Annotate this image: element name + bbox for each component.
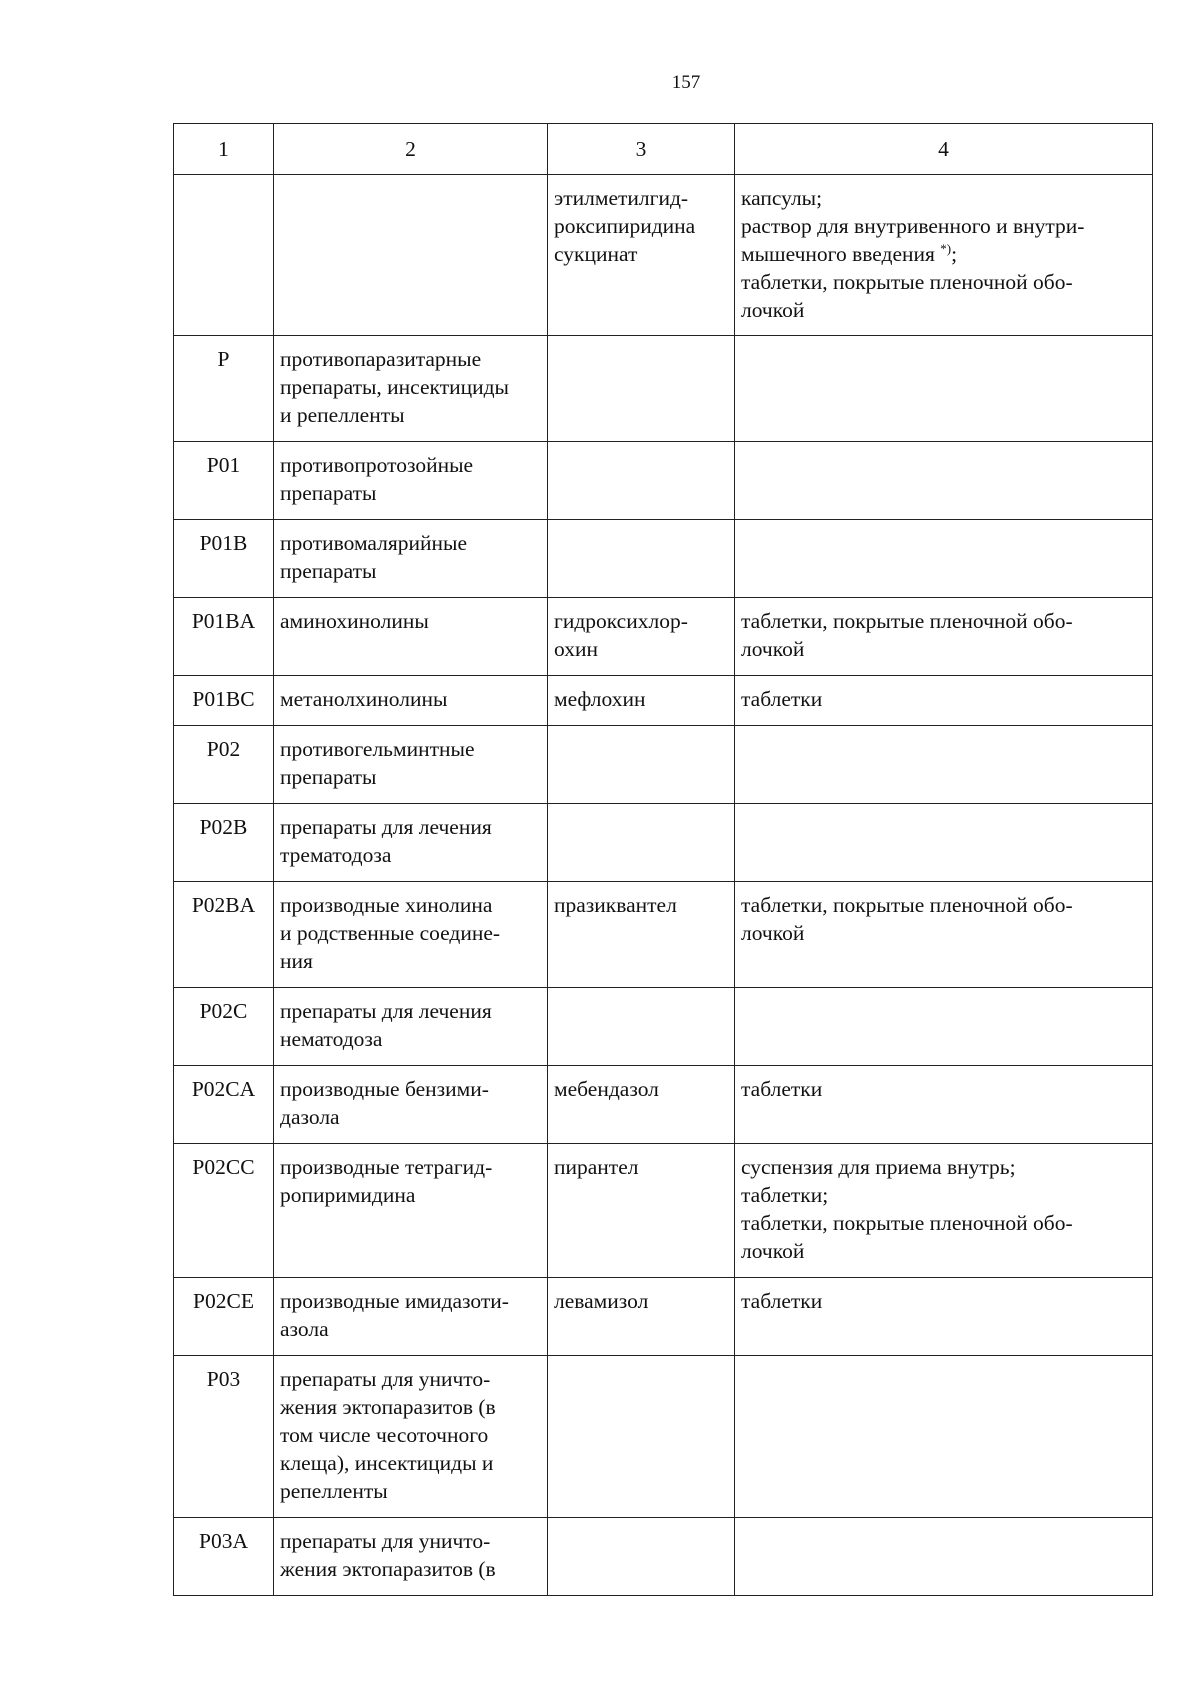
group-name-line: препараты для уничто- bbox=[280, 1529, 491, 1553]
group-name-line: репелленты bbox=[280, 1479, 388, 1503]
substance-line: охин bbox=[554, 637, 598, 661]
dosage-form-line: лочкой bbox=[741, 921, 805, 945]
atc-code-cell: P02BA bbox=[174, 882, 274, 988]
group-name-line: аминохинолины bbox=[280, 609, 429, 633]
atc-code-cell: P01BC bbox=[174, 676, 274, 726]
substance-cell bbox=[548, 1356, 735, 1518]
dosage-form-cell bbox=[735, 1518, 1153, 1596]
group-name-cell bbox=[274, 520, 548, 598]
atc-code-cell: P03 bbox=[174, 1356, 274, 1518]
table-row bbox=[174, 175, 1153, 336]
column-header-4: 4 bbox=[735, 124, 1153, 175]
substance-line: мефлохин bbox=[554, 687, 646, 711]
substance-cell bbox=[548, 520, 735, 598]
group-name-line: препараты для лечения bbox=[280, 815, 492, 839]
dosage-form-line: таблетки, покрытые пленочной обо- bbox=[741, 1211, 1073, 1235]
column-header-2: 2 bbox=[274, 124, 548, 175]
substance-cell bbox=[548, 442, 735, 520]
group-name-line: ропиримидина bbox=[280, 1183, 416, 1207]
group-name-line: противогельминтные bbox=[280, 737, 475, 761]
group-name-line: препараты bbox=[280, 765, 377, 789]
dosage-form-text: мышечного введения bbox=[741, 242, 941, 266]
group-name-cell bbox=[274, 804, 548, 882]
substance-line: роксипиридина bbox=[554, 214, 696, 238]
substance-line: этилметилгид- bbox=[554, 186, 689, 210]
table-row bbox=[174, 726, 1153, 804]
group-name-cell bbox=[274, 1144, 548, 1278]
substance-cell bbox=[548, 726, 735, 804]
group-name-cell bbox=[274, 598, 548, 676]
group-name-line: препараты, инсектициды bbox=[280, 375, 509, 399]
group-name-line: трематодоза bbox=[280, 843, 392, 867]
group-name-line: ния bbox=[280, 949, 313, 973]
group-name-cell bbox=[274, 336, 548, 442]
group-name-line: противомалярийные bbox=[280, 531, 468, 555]
group-name-line: препараты для уничто- bbox=[280, 1367, 491, 1391]
dosage-form-line: лочкой bbox=[741, 1239, 805, 1263]
substance-cell bbox=[548, 598, 735, 676]
table-row bbox=[174, 336, 1153, 442]
atc-code-cell: P02CA bbox=[174, 1066, 274, 1144]
substance-line: мебендазол bbox=[554, 1077, 659, 1101]
group-name-line: клеща), инсектициды и bbox=[280, 1451, 494, 1475]
group-name-line: противопаразитарные bbox=[280, 347, 482, 371]
dosage-form-cell bbox=[735, 1278, 1153, 1356]
substance-line: празиквантел bbox=[554, 893, 677, 917]
atc-code-cell: P02 bbox=[174, 726, 274, 804]
group-name-line: жения эктопаразитов (в bbox=[280, 1395, 496, 1419]
dosage-form-line: лочкой bbox=[741, 298, 805, 322]
group-name-line: дазола bbox=[280, 1105, 340, 1129]
group-name-cell bbox=[274, 882, 548, 988]
table-row bbox=[174, 988, 1153, 1066]
dosage-form-cell bbox=[735, 676, 1153, 726]
atc-code-cell: P02CC bbox=[174, 1144, 274, 1278]
dosage-form-cell bbox=[735, 726, 1153, 804]
dosage-form-cell bbox=[735, 336, 1153, 442]
table-row bbox=[174, 1518, 1153, 1596]
group-name-line: азола bbox=[280, 1317, 329, 1341]
atc-code-cell: P03A bbox=[174, 1518, 274, 1596]
group-name-line: производные имидазоти- bbox=[280, 1289, 509, 1313]
group-name-line: препараты для лечения bbox=[280, 999, 492, 1023]
dosage-form-cell bbox=[735, 804, 1153, 882]
dosage-form-cell bbox=[735, 175, 1153, 336]
substance-cell bbox=[548, 676, 735, 726]
group-name-line: препараты bbox=[280, 481, 377, 505]
dosage-form-punctuation: ; bbox=[951, 242, 958, 266]
group-name-cell bbox=[274, 442, 548, 520]
column-header-1: 1 bbox=[174, 124, 274, 175]
group-name-line: производные тетрагид- bbox=[280, 1155, 493, 1179]
group-name-line: производные бензими- bbox=[280, 1077, 489, 1101]
dosage-form-line: лочкой bbox=[741, 637, 805, 661]
atc-code-cell: P bbox=[174, 336, 274, 442]
table-row bbox=[174, 804, 1153, 882]
dosage-form-cell bbox=[735, 442, 1153, 520]
atc-code-cell: P01 bbox=[174, 442, 274, 520]
substance-cell bbox=[548, 336, 735, 442]
page-number: 157 bbox=[671, 72, 701, 93]
table-row bbox=[174, 882, 1153, 988]
dosage-form-cell bbox=[735, 1144, 1153, 1278]
table-header-row bbox=[174, 124, 1153, 175]
group-name-line: противопротозойные bbox=[280, 453, 474, 477]
dosage-form-line: таблетки, покрытые пленочной обо- bbox=[741, 893, 1073, 917]
substance-cell bbox=[548, 882, 735, 988]
group-name-line: нематодоза bbox=[280, 1027, 383, 1051]
dosage-form-line: таблетки bbox=[741, 687, 823, 711]
group-name-cell bbox=[274, 988, 548, 1066]
group-name-line: и репелленты bbox=[280, 403, 405, 427]
column-header-3: 3 bbox=[548, 124, 735, 175]
group-name-cell bbox=[274, 676, 548, 726]
group-name-cell bbox=[274, 726, 548, 804]
group-name-cell bbox=[274, 1066, 548, 1144]
substance-line: пирантел bbox=[554, 1155, 639, 1179]
substance-cell bbox=[548, 1518, 735, 1596]
group-name-cell bbox=[274, 1278, 548, 1356]
table-row bbox=[174, 676, 1153, 726]
atc-code-cell: P01B bbox=[174, 520, 274, 598]
table-row bbox=[174, 1356, 1153, 1518]
group-name-cell bbox=[274, 1356, 548, 1518]
group-name-line: жения эктопаразитов (в bbox=[280, 1557, 496, 1581]
group-name-line: производные хинолина bbox=[280, 893, 493, 917]
substance-cell bbox=[548, 175, 735, 336]
table-row bbox=[174, 520, 1153, 598]
table-row bbox=[174, 1066, 1153, 1144]
table-body bbox=[174, 175, 1153, 1596]
dosage-form-line: таблетки bbox=[741, 1289, 823, 1313]
atc-code-cell: P02C bbox=[174, 988, 274, 1066]
group-name-line: метанолхинолины bbox=[280, 687, 448, 711]
atc-code-cell: P01BA bbox=[174, 598, 274, 676]
dosage-form-cell bbox=[735, 1066, 1153, 1144]
drug-classification-table bbox=[173, 123, 1153, 1596]
atc-code-cell: P02B bbox=[174, 804, 274, 882]
substance-cell bbox=[548, 804, 735, 882]
table-row bbox=[174, 598, 1153, 676]
substance-cell bbox=[548, 1144, 735, 1278]
dosage-form-line: таблетки, покрытые пленочной обо- bbox=[741, 270, 1073, 294]
dosage-form-cell bbox=[735, 882, 1153, 988]
substance-cell bbox=[548, 988, 735, 1066]
table-row bbox=[174, 1278, 1153, 1356]
group-name-line: препараты bbox=[280, 559, 377, 583]
dosage-form-cell bbox=[735, 988, 1153, 1066]
atc-code-cell: P02CE bbox=[174, 1278, 274, 1356]
dosage-form-line bbox=[741, 240, 1146, 268]
atc-code-cell bbox=[174, 175, 274, 336]
group-name-cell bbox=[274, 1518, 548, 1596]
footnote-marker: *) bbox=[940, 241, 952, 256]
group-name-cell bbox=[274, 175, 548, 336]
dosage-form-line: таблетки, покрытые пленочной обо- bbox=[741, 609, 1073, 633]
dosage-form-line: суспензия для приема внутрь; bbox=[741, 1155, 1016, 1179]
substance-cell bbox=[548, 1066, 735, 1144]
table-row bbox=[174, 442, 1153, 520]
substance-line: гидроксихлор- bbox=[554, 609, 688, 633]
dosage-form-line: таблетки bbox=[741, 1077, 823, 1101]
dosage-form-line: раствор для внутривенного и внутри- bbox=[741, 214, 1085, 238]
substance-cell bbox=[548, 1278, 735, 1356]
group-name-line: том числе чесоточного bbox=[280, 1423, 489, 1447]
substance-line: сукцинат bbox=[554, 242, 638, 266]
dosage-form-cell bbox=[735, 1356, 1153, 1518]
group-name-line: и родственные соедине- bbox=[280, 921, 501, 945]
dosage-form-cell bbox=[735, 598, 1153, 676]
table-row bbox=[174, 1144, 1153, 1278]
substance-line: левамизол bbox=[554, 1289, 649, 1313]
dosage-form-line: капсулы; bbox=[741, 186, 823, 210]
dosage-form-line: таблетки; bbox=[741, 1183, 829, 1207]
dosage-form-cell bbox=[735, 520, 1153, 598]
